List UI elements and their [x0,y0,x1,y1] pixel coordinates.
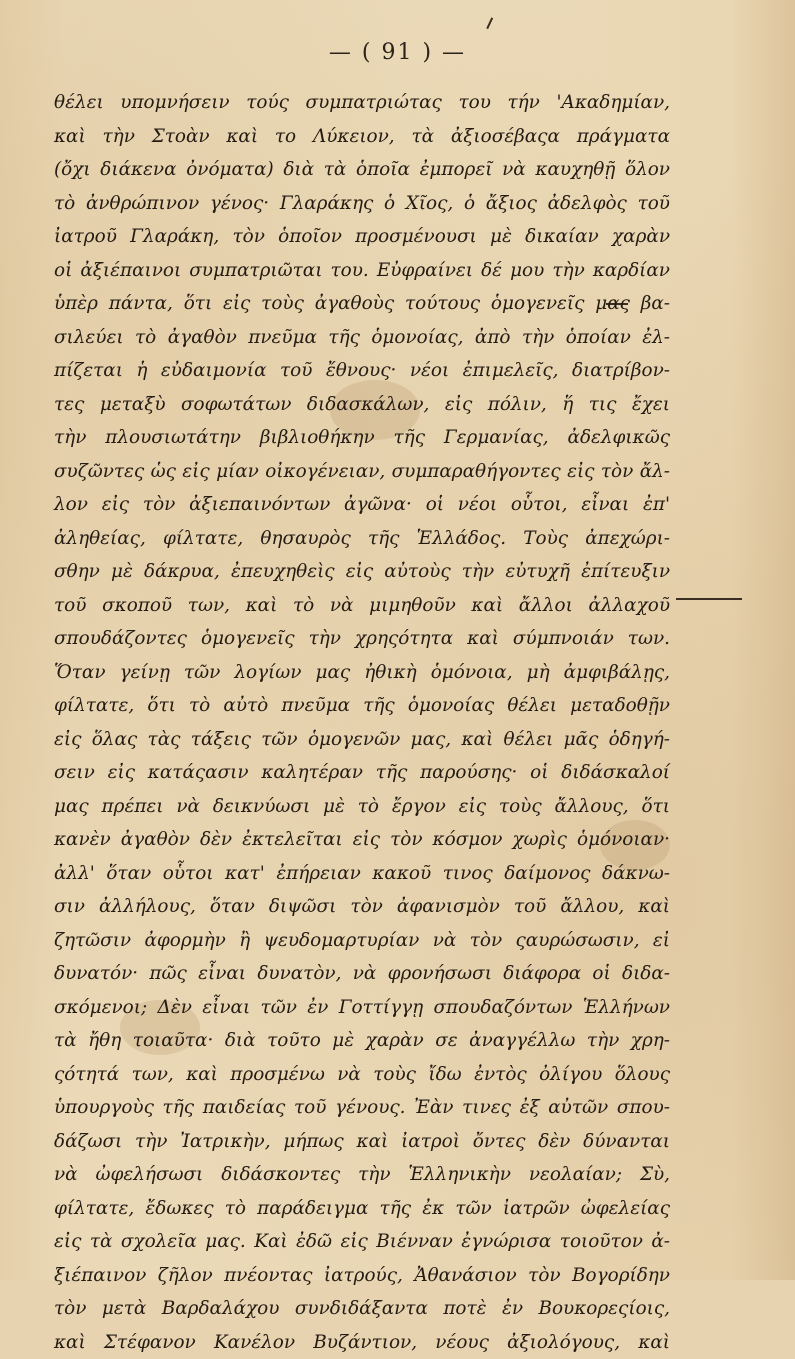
text-line: ἰατροῦ Γλαράκη, τὸν ὁποῖον προσμένουσι μὲ δικαίαν χαρὰν [54,220,670,254]
text-line: φίλτατε, ὅτι τὸ αὐτὸ πνεῦμα τῆς ὁμονοίας θέλει μεταδοθῇν [54,689,670,723]
text-line: νὰ ὠφελήσωσι διδάσκοντες τὴν Ἑλληνικὴν νεολαίαν; Σὺ, [54,1158,670,1192]
text-line: ςότητά των, καὶ προσμένω νὰ τοὺς ἴδω ἐντὸς ὀλίγου ὅλους [54,1058,670,1092]
text-line: σκόμενοι; Δὲν εἶναι τῶν ἐν Γοττίγγῃ σπουδαζόντων Ἑλλήνων [54,991,670,1025]
text-line: καὶ Στέφανον Κανέλον Βυζάντιον, νέους ἀξιολόγους, καὶ [54,1326,670,1359]
text-line: κανὲν ἀγαθὸν δὲν ἐκτελεῖται εἰς τὸν κόσμον χωρὶς ὁμόνοιαν· [54,823,670,857]
text-line: ἀλλ' ὅταν οὗτοι κατ' ἐπήρειαν κακοῦ τινος δαίμονος δάκνω- [54,857,670,891]
text-line: ὑπουργοὺς τῆς παιδείας τοῦ γένους. Ἐὰν τινες ἐξ αὐτῶν σπου- [54,1091,670,1125]
text-line: δυνατόν· πῶς εἶναι δυνατὸν, νὰ φρονήσωσι διάφορα οἱ διδα- [54,957,670,991]
page-number-header: — ( 91 ) — [0,40,795,65]
text-line: καὶ τὴν Στοὰν καὶ το Λύκειον, τὰ ἀξιοσέβαςα πράγματα [54,120,670,154]
text-line: μας πρέπει νὰ δεικνύωσι μὲ τὸ ἔργον εἰς τοὺς ἄλλους, ὅτι [54,790,670,824]
text-line: εἰς ὅλας τὰς τάξεις τῶν ὁμογενῶν μας, καὶ θέλει μᾶς ὁδηγή- [54,723,670,757]
text-line: τες μεταξὺ σοφωτάτων διδασκάλων, εἰς πόλιν, ἥ τις ἔχει [54,388,670,422]
text-line: τὰ ἤθη τοιαῦτα· διὰ τοῦτο μὲ χαρὰν σε ἀναγγέλλω τὴν χρη- [54,1024,670,1058]
text-line: (ὄχι διάκενα ὀνόματα) διὰ τὰ ὁποῖα ἐμπορεῖ νὰ καυχηθῇ ὅλον [54,153,670,187]
text-line: πίζεται ἡ εὐδαιμονία τοῦ ἔθνους· νέοι ἐπιμελεῖς, διατρίβον- [54,354,670,388]
text-line: ἀληθείας, φίλτατε, θησαυρὸς τῆς Ἑλλάδος. Τοὺς ἀπεχώρι- [54,522,670,556]
text-line: σιλεύει τὸ ἀγαθὸν πνεῦμα τῆς ὁμονοίας, ἀπὸ τὴν ὁποίαν ἐλ- [54,321,670,355]
text-line: θέλει υπομνήσειν τούς συμπατριώτας του τήν 'Ακαδημίαν, [54,86,670,120]
text-line: σειν εἰς κατάςασιν καλητέραν τῆς παρούσης· οἱ διδάσκαλοί [54,756,670,790]
margin-pencil-mark [676,598,742,600]
text-line: τοῦ σκοποῦ των, καὶ τὸ νὰ μιμηθοῦν καὶ ἄλλοι ἀλλαχοῦ [54,589,670,623]
text-line: ζητῶσιν ἀφορμὴν ἢ ψευδομαρτυρίαν νὰ τὸν ςαυρώσωσιν, εἰ [54,924,670,958]
text-line: λον εἰς τὸν ἀξιεπαινόντων ἀγῶνα· οἱ νέοι οὗτοι, εἶναι ἐπ' [54,488,670,522]
text-line: συζῶντες ὡς εἰς μίαν οἰκογένειαν, συμπαραθήγοντες εἰς τὸν ἄλ- [54,455,670,489]
text-line: ὑπὲρ πάντα, ὅτι εἰς τοὺς ἀγαθοὺς τούτους ὁμογενεῖς μας βα- [54,287,670,321]
text-line: σθην μὲ δάκρυα, ἐπευχηθεὶς εἰς αὐτοὺς τὴν εὐτυχῆ ἐπίτευξιν [54,555,670,589]
text-line: τὸν μετὰ Βαρδαλάχου συνδιδάξαντα ποτὲ ἐν Βουκορεςίοις, [54,1292,670,1326]
text-line: δάζωσι τὴν Ἰατρικὴν, μήπως καὶ ἰατροὶ ὄντες δὲν δύνανται [54,1125,670,1159]
text-line: Ὅταν γείνῃ τῶν λογίων μας ἠθικὴ ὁμόνοια, μὴ ἀμφιβάλῃς, [54,656,670,690]
text-line: οἱ ἀξιέπαινοι συμπατριῶται του. Εὐφραίνει δέ μου τὴν καρδίαν [54,254,670,288]
text-line: σπουδάζοντες ὁμογενεῖς τὴν χρηςότητα καὶ σύμπνοιάν των. [54,622,670,656]
text-line: ξιέπαινον ζῆλον πνέοντας ἰατρούς, Ἀθανάσιον τὸν Βογορίδην [54,1259,670,1293]
text-line: τὸ ἀνθρώπινον γένος· Γλαράκης ὁ Χῖος, ὁ ἄξιος ἀδελφὸς τοῦ [54,187,670,221]
text-line: τὴν πλουσιωτάτην βιβλιοθήκην τῆς Γερμανίας, ἀδελφικῶς [54,421,670,455]
pencil-tick-mark [481,15,493,29]
page-body-text [54,86,670,1359]
text-line: σιν ἀλλήλους, ὅταν διψῶσι τὸν ἀφανισμὸν τοῦ ἄλλου, καὶ [54,890,670,924]
text-line: εἰς τὰ σχολεῖα μας. Καὶ ἐδῶ εἰς Βιένναν ἐγνώρισα τοιοῦτον ἀ- [54,1225,670,1259]
text-line: φίλτατε, ἔδωκες τὸ παράδειγμα τῆς ἐκ τῶν ἰατρῶν ὠφελείας [54,1192,670,1226]
